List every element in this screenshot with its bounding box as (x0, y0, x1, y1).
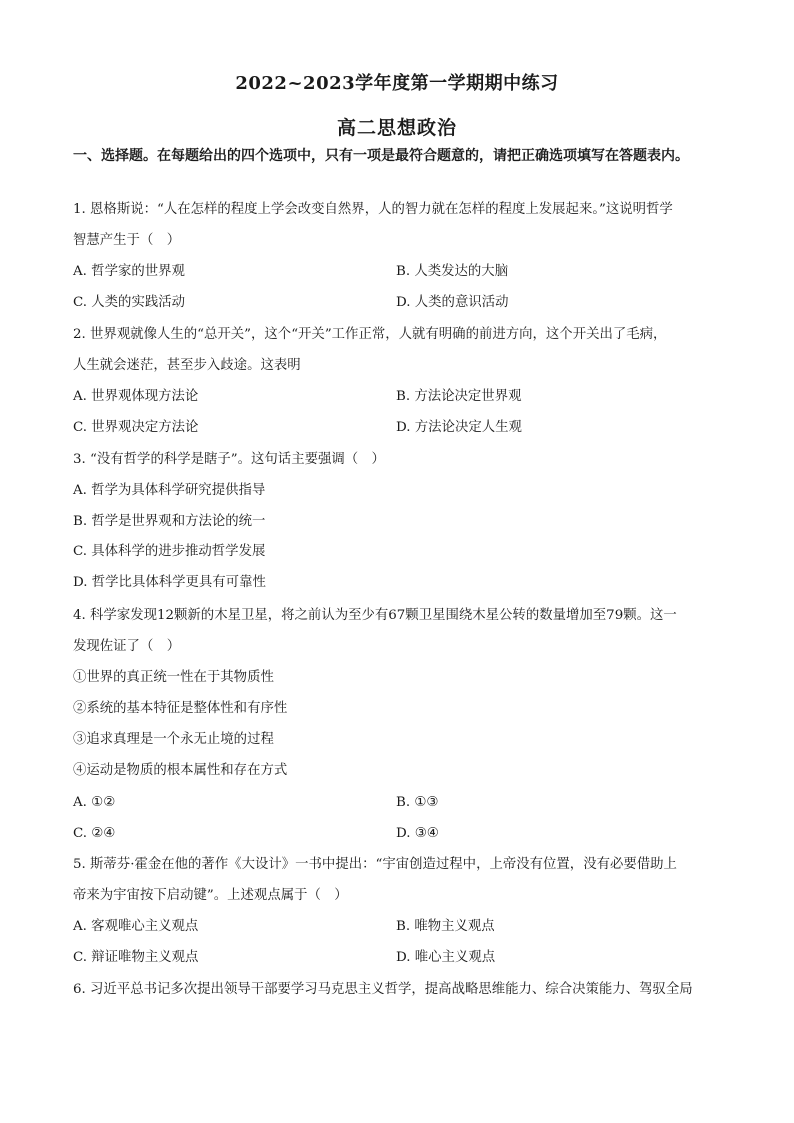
question-4-option-a: A. ①② (73, 795, 116, 810)
question-1-option-c: C. 人类的实践活动 (73, 295, 186, 310)
question-2-option-b: B. 方法论决定世界观 (396, 389, 522, 404)
question-4-stem-line-1: 4. 科学家发现12颗新的木星卫星，将之前认为至少有67颗卫星围绕木星公转的数量增加至79颗。这一 (73, 608, 677, 623)
question-1-stem-line-2: 智慧产生于（ ） (73, 233, 181, 248)
question-1-option-b: B. 人类发达的大脑 (396, 264, 509, 279)
question-4-statement-4: ④运动是物质的根本属性和存在方式 (73, 763, 288, 778)
question-2-option-a: A. 世界观体现方法论 (73, 389, 199, 404)
question-4-option-c: C. ②④ (73, 826, 116, 841)
question-5-option-c: C. 辩证唯物主义观点 (73, 950, 199, 965)
question-4-stem-line-2: 发现佐证了（ ） (73, 639, 181, 654)
subject-title: 高二思想政治 (336, 117, 457, 139)
question-3-option-c: C. 具体科学的进步推动哲学发展 (73, 544, 266, 559)
question-5-option-a: A. 客观唯心主义观点 (73, 919, 199, 934)
question-1-option-a: A. 哲学家的世界观 (73, 264, 185, 279)
question-3-option-b: B. 哲学是世界观和方法论的统一 (73, 514, 266, 529)
question-4-statement-3: ③追求真理是一个永无止境的过程 (73, 732, 274, 747)
question-4-statement-1: ①世界的真正统一性在于其物质性 (73, 670, 274, 685)
exam-title: 2022~2023学年度第一学期期中练习 (235, 73, 559, 94)
question-4-option-d: D. ③④ (396, 826, 439, 841)
question-2-option-c: C. 世界观决定方法论 (73, 420, 199, 435)
question-1-option-d: D. 人类的意识活动 (396, 295, 509, 310)
question-5-stem-line-2: 帝来为宇宙按下启动键”。上述观点属于（ ） (73, 888, 348, 903)
question-5-option-d: D. 唯心主义观点 (396, 950, 496, 965)
question-4-option-b: B. ①③ (396, 795, 439, 810)
question-5-option-b: B. 唯物主义观点 (396, 919, 495, 934)
question-3-option-a: A. 哲学为具体科学研究提供指导 (73, 483, 266, 498)
question-3-option-d: D. 哲学比具体科学更具有可靠性 (73, 575, 266, 590)
question-5-stem-line-1: 5. 斯蒂芬·霍金在他的著作《大设计》一书中提出：“宇宙创造过程中，上帝没有位置，没有必要借助上 (73, 857, 677, 872)
question-2-option-d: D. 方法论决定人生观 (396, 420, 522, 435)
question-2-stem-line-2: 人生就会迷茫，甚至步入歧途。这表明 (73, 358, 301, 373)
question-4-statement-2: ②系统的基本特征是整体性和有序性 (73, 701, 288, 716)
question-1-stem-line-1: 1. 恩格斯说：“人在怎样的程度上学会改变自然界，人的智力就在怎样的程度上发展起来。”这说明哲学 (73, 202, 673, 217)
question-6-stem-line-1: 6. 习近平总书记多次提出领导干部要学习马克思主义哲学，提高战略思维能力、综合决策能力、驾驭全局 (73, 982, 693, 997)
question-2-stem-line-1: 2. 世界观就像人生的“总开关”，这个“开关”工作正常，人就有明确的前进方向，这个开关出了毛病， (73, 327, 667, 342)
question-3-stem-line-1: 3. “没有哲学的科学是瞎子”。这句话主要强调（ ） (73, 452, 385, 467)
section-instruction: 一、选择题。在每题给出的四个选项中，只有一项是最符合题意的，请把正确选项填写在答题表内。 (73, 148, 689, 164)
